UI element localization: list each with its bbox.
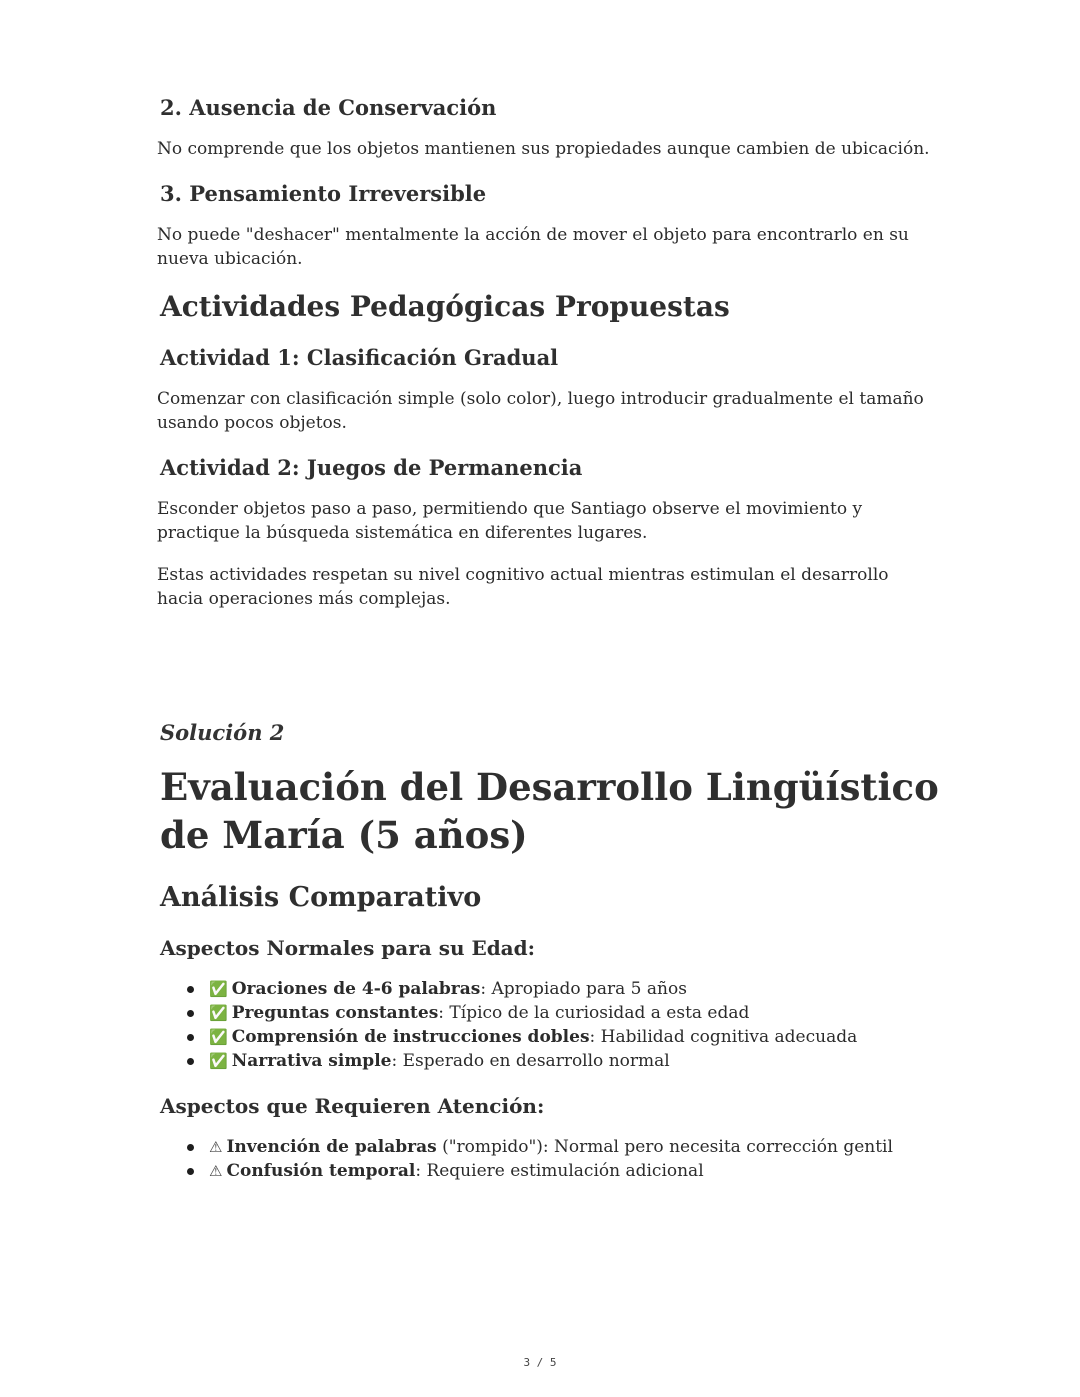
item-term: Invención de palabras (226, 1137, 437, 1157)
heading-irreversible: 3. Pensamiento Irreversible (160, 181, 487, 206)
list-item (157, 1049, 937, 1073)
check-icon: ✅ (209, 1052, 228, 1070)
list-item (157, 1159, 937, 1183)
item-term: Narrativa simple (231, 1051, 392, 1071)
heading-analysis: Análisis Comparativo (160, 882, 482, 913)
heading-conservation: 2. Ausencia de Conservación (160, 95, 497, 120)
item-term: Preguntas constantes (231, 1003, 439, 1023)
normal-aspects-list (157, 977, 937, 1073)
paragraph-closing: Estas actividades respetan su nivel cognitivo actual mientras estimulan el desarrollo hacia operaciones más complejas. (157, 565, 889, 609)
item-term: Comprensión de instrucciones dobles (231, 1027, 590, 1047)
heading-activity-2: Actividad 2: Juegos de Permanencia (160, 455, 583, 480)
item-description: : Esperado en desarrollo normal (391, 1051, 670, 1071)
warning-icon: ⚠ (209, 1162, 223, 1180)
bullet-icon (187, 1058, 194, 1065)
solution-label: Solución 2 (160, 720, 285, 745)
heading-attention-aspects: Aspectos que Requieren Atención: (160, 1094, 545, 1118)
bullet-icon (187, 1034, 194, 1041)
item-term: Oraciones de 4-6 palabras (231, 979, 481, 999)
check-icon: ✅ (209, 1028, 228, 1046)
item-description: : Apropiado para 5 años (480, 979, 687, 999)
paragraph-activity-2: Esconder objetos paso a paso, permitiendo que Santiago observe el movimiento y practique la búsqueda sistemática en diferentes lugares. (157, 499, 863, 543)
list-item (157, 1001, 937, 1025)
heading-activities: Actividades Pedagógicas Propuestas (160, 290, 730, 323)
bullet-icon (187, 1168, 194, 1175)
attention-aspects-list (157, 1135, 937, 1183)
list-item (157, 1135, 937, 1159)
heading-activity-1: Actividad 1: Clasificación Gradual (160, 345, 559, 370)
list-item (157, 977, 937, 1001)
bullet-icon (187, 1010, 194, 1017)
paragraph-irreversible: No puede "deshacer" mentalmente la acción de mover el objeto para encontrarlo en su nueva ubicación. (157, 225, 909, 269)
paragraph-conservation: No comprende que los objetos mantienen sus propiedades aunque cambien de ubicación. (157, 139, 930, 159)
item-term: Confusión temporal (226, 1161, 416, 1181)
warning-icon: ⚠ (209, 1138, 223, 1156)
page-number: 3 / 5 (523, 1356, 557, 1369)
item-description: ("rompido"): Normal pero necesita corrección gentil (436, 1137, 893, 1157)
item-description: : Habilidad cognitiva adecuada (589, 1027, 858, 1047)
paragraph-activity-1: Comenzar con clasificación simple (solo color), luego introducir gradualmente el tamaño usando pocos objetos. (157, 389, 924, 433)
list-item (157, 1025, 937, 1049)
check-icon: ✅ (209, 980, 228, 998)
solution-title: Evaluación del Desarrollo Lingüístico de María (5 años) (160, 765, 939, 857)
bullet-icon (187, 1144, 194, 1151)
check-icon: ✅ (209, 1004, 228, 1022)
heading-normal-aspects: Aspectos Normales para su Edad: (160, 936, 536, 960)
item-description: : Típico de la curiosidad a esta edad (438, 1003, 750, 1023)
item-description: : Requiere estimulación adicional (415, 1161, 704, 1181)
bullet-icon (187, 986, 194, 993)
